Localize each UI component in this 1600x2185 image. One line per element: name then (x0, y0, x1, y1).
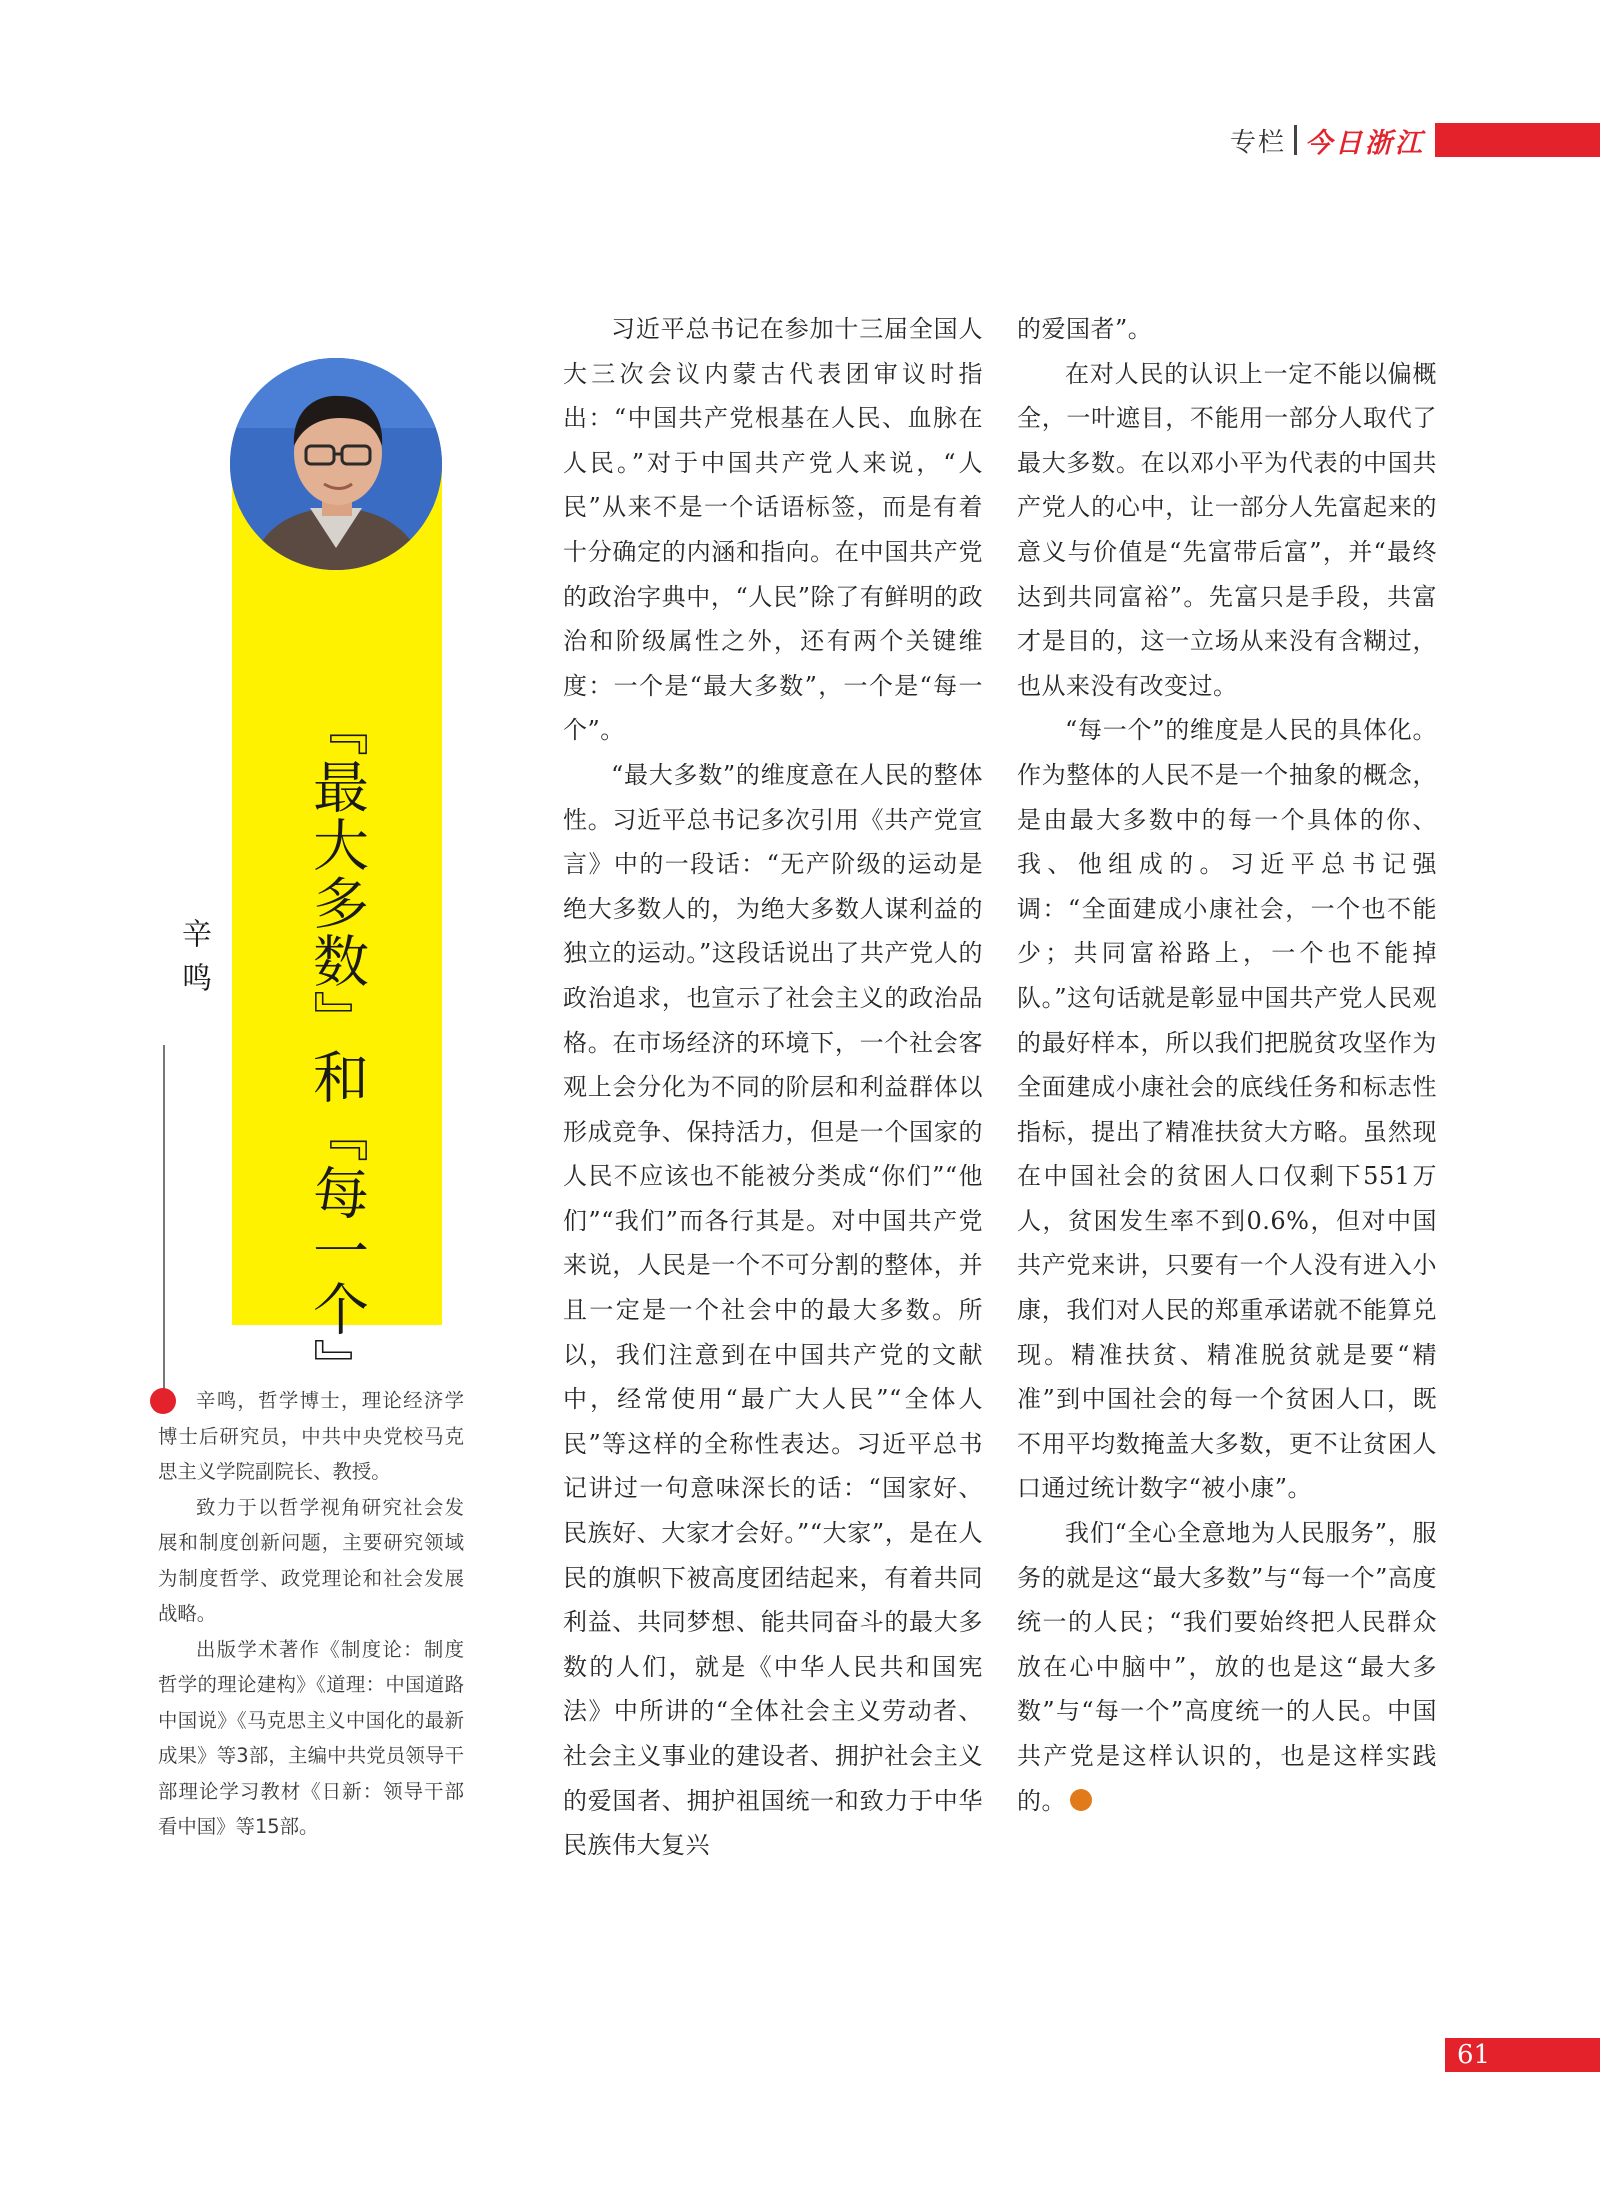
column-label: 专栏 (1229, 127, 1286, 158)
body-paragraph-continued: 的爱国者”。 (1017, 315, 1153, 343)
author-name: 辛鸣 (176, 918, 211, 1006)
bio-paragraph: 出版学术著作《制度论：制度哲学的理论建构》《道理：中国道路中国说》《马克思主义中国化的最新成果》等3部，主编中共党员领导干部理论学习教材《日新：领导干部看中国》等15部。 (158, 1637, 464, 1838)
body-column-1 (563, 307, 983, 1868)
header-divider (1294, 125, 1297, 155)
page-footer (1445, 2038, 1600, 2072)
body-paragraph-last (1017, 1511, 1437, 1823)
bio-paragraph: 致力于以哲学视角研究社会发展和制度创新问题，主要研究领域为制度哲学、政党理论和社会发展战略。 (158, 1495, 464, 1625)
last-paragraph-text: 我们“全心全意地为人民服务”，服务的就是这“最大多数”与“每一个”高度统一的人民；“我们要始终把人民群众放在心中脑中”，放的也是这“最大多数”与“每一个”高度统一的人民。中国共产党是这样认识的，也是这样实践的。 (1017, 1519, 1437, 1815)
body-column-2 (1017, 307, 1437, 1823)
bio-paragraph: 辛鸣，哲学博士，理论经济学博士后研究员，中共中央党校马克思主义学院副院长、教授。 (158, 1389, 464, 1483)
author-divider-line (163, 1045, 165, 1395)
magazine-brand-logo: 今日浙江 (1305, 127, 1425, 159)
body-paragraph: “最大多数”的维度意在人民的整体性。习近平总书记多次引用《共产党宣言》中的一段话：“无产阶级的运动是绝大多数人的，为绝大多数人谋利益的独立的运动。”这段话说出了共产党人的政治追求，也宣示了社会主义的政治品格。在市场经济的环境下，一个社会客观上会分化为不同的阶层和利益群体以形成竞争、保持活力，但是一个国家的人民不应该也不能被分类成“你们”“他们”“我们”而各行其是。对中国共产党来说，人民是一个不可分割的整体，并且一定是一个社会中的最大多数。所以，我们注意到在中国共产党的文献中，经常使用“最广大人民”“全体人民”等这样的全称性表达。习近平总书记讲过一句意味深长的话：“国家好、民族好、大家才会好。”“大家”，是在人民的旗帜下被高度团结起来，有着共同利益、共同梦想、能共同奋斗的最大多数的人们，就是《中华人民共和国宪法》中所讲的“全体社会主义劳动者、社会主义事业的建设者、拥护社会主义的爱国者、拥护祖国统一和致力于中华民族伟大复兴 (563, 760, 983, 1860)
page-number: 61 (1457, 2040, 1491, 2070)
end-mark-icon (1070, 1789, 1092, 1811)
author-bio (158, 1383, 464, 1845)
body-paragraph: 在对人民的认识上一定不能以偏概全，一叶遮目，不能用一部分人取代了最大多数。在以邓小平为代表的中国共产党人的心中，让一部分人先富起来的意义与价值是“先富带后富”，并“最终达到共同富裕”。先富只是手段，共富才是目的，这一立场从来没有含糊过，也从来没有改变过。 (1017, 359, 1437, 700)
article-title: 『最大多数』和『每一个』 (304, 700, 369, 1396)
page-header (1230, 122, 1600, 158)
portrait-illustration (230, 358, 442, 570)
author-portrait (230, 358, 442, 570)
header-red-bar (1435, 123, 1600, 157)
body-paragraph: 习近平总书记在参加十三届全国人大三次会议内蒙古代表团审议时指出：“中国共产党根基在人民、血脉在人民。”对于中国共产党人来说，“人民”从来不是一个话语标签，而是有着十分确定的内涵和指向。在中国共产党的政治字典中，“人民”除了有鲜明的政治和阶级属性之外，还有两个关键维度：一个是“最大多数”，一个是“每一个”。 (563, 315, 983, 745)
body-paragraph: “每一个”的维度是人民的具体化。作为整体的人民不是一个抽象的概念，是由最大多数中的每一个具体的你、我、他组成的。习近平总书记强调：“全面建成小康社会，一个也不能少；共同富裕路上，一个也不能掉队。”这句话就是彰显中国共产党人民观的最好样本，所以我们把脱贫攻坚作为全面建成小康社会的底线任务和标志性指标，提出了精准扶贫大方略。虽然现在中国社会的贫困人口仅剩下551万人，贫困发生率不到0.6%，但对中国共产党来讲，只要有一个人没有进入小康，我们对人民的郑重承诺就不能算兑现。精准扶贫、精准脱贫就是要“精准”到中国社会的每一个贫困人口，既不用平均数掩盖大多数，更不让贫困人口通过统计数字“被小康”。 (1017, 716, 1437, 1503)
